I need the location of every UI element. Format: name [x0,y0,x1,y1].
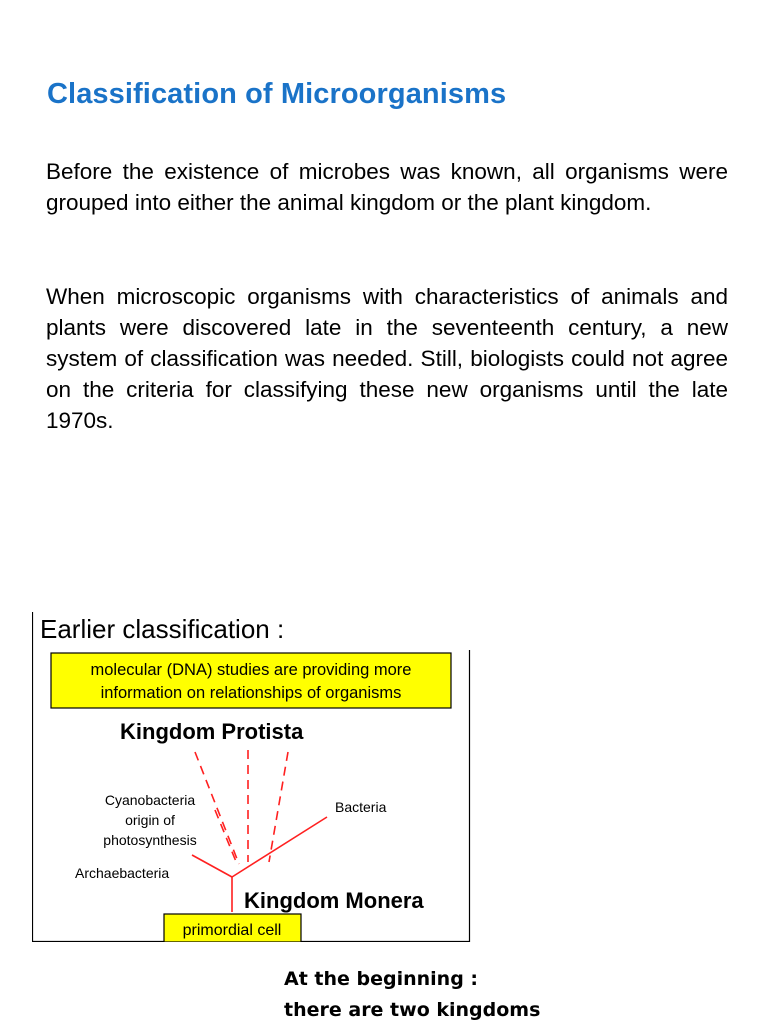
dashed-branch-2 [215,810,237,864]
intro-paragraph: Before the existence of microbes was known, all organisms were grouped into either the animal kingdom or the plant kingdom. [46,159,728,215]
classification-diagram [32,612,472,942]
history-paragraph: When microscopic organisms with characteristics of animals and plants were discovered late in the seventeenth century, a new system of classification was needed. Still, biologists could not agree on the criteria for classifying these new organisms until the late 1970s. [46,284,728,433]
cyanobacteria-label-1: Cyanobacteria [104,792,196,808]
bacteria-branch [232,817,327,877]
cyanobacteria-label-2: origin of [125,812,175,828]
cyanobacteria-label-3: photosynthesis [103,832,197,848]
archaebacteria-branch [192,855,232,877]
diagram-caption [284,964,540,1026]
dashed-branch-4 [269,752,288,862]
caption-line-2: there are two kingdoms [284,999,541,1021]
dashed-branches [195,750,288,864]
banner-line-1: molecular (DNA) studies are providing more [90,661,412,679]
section-label: Earlier classification : [40,614,285,644]
archaebacteria-label: Archaebacteria [75,865,170,881]
page-title: Classification of Microorganisms [47,78,507,110]
kingdom-monera-label: Kingdom Monera [244,888,424,913]
primordial-cell-label: primordial cell [182,922,282,939]
caption-line-1: At the beginning : [284,968,479,990]
tree-diagram-svg [32,612,472,942]
dashed-branch-1 [195,752,239,864]
kingdom-protista-label: Kingdom Protista [120,719,304,744]
bacteria-label: Bacteria [335,799,387,815]
banner-line-2: information on relationships of organisms [100,684,402,702]
